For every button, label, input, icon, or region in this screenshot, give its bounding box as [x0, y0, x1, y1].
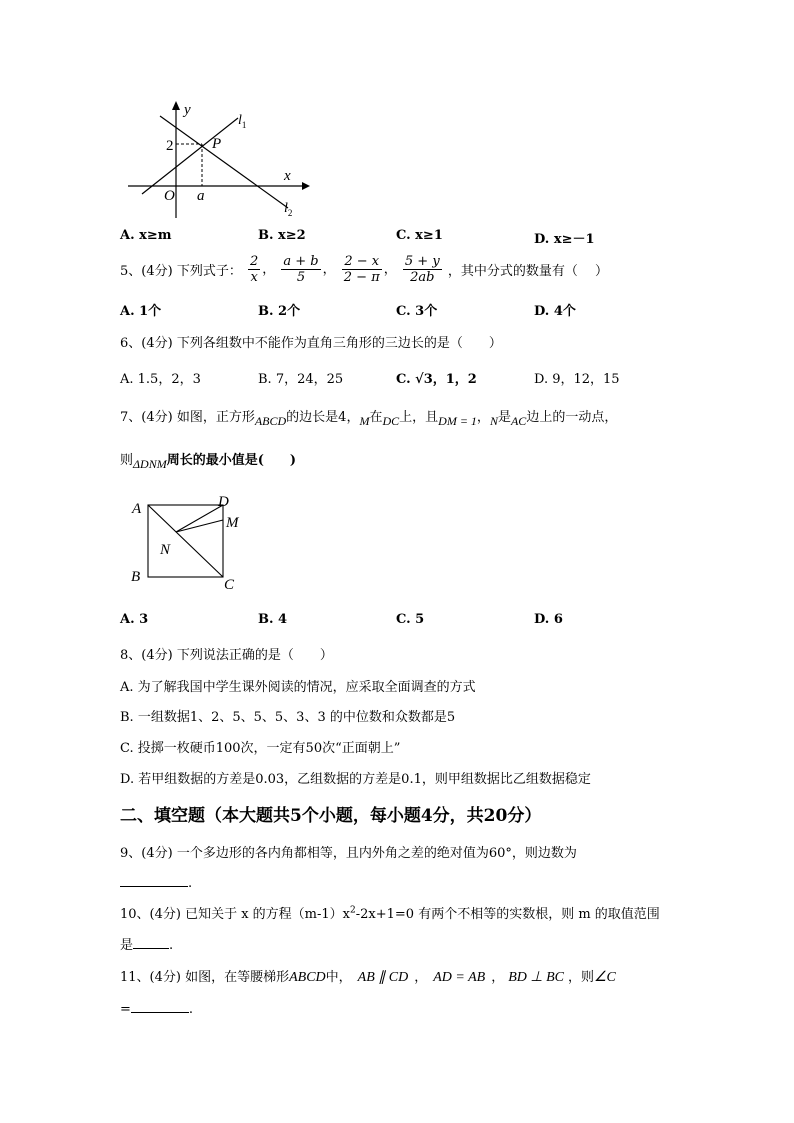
line-l1 — [142, 118, 238, 194]
q9-answer-line: . — [120, 872, 192, 891]
diagonal-ac — [148, 505, 223, 577]
origin-label: O — [164, 188, 175, 204]
q6-option-a: A. 1.5，2，3 — [120, 372, 201, 387]
y-axis-arrow — [172, 101, 180, 110]
q7-stem-line1: 7、(4分) 如图，正方形ABCD的边长是4，M在DC上，且DM = 1，N是AC边上的一动点， — [120, 410, 618, 428]
segment-nd — [176, 505, 223, 532]
q11-blank — [131, 998, 189, 1013]
q5-fraction-3: $\frac{2 - x}{2 - \pi}$ — [343, 254, 380, 285]
q9-blank — [120, 872, 188, 887]
y-axis-label: y — [184, 102, 191, 118]
x-tick-label: a — [197, 188, 205, 204]
q8-option-a: A. 为了解我国中学生课外阅读的情况，应采取全面调查的方式 — [120, 680, 476, 695]
q6-stem: 6、(4分) 下列各组数中不能作为直角三角形的三边长的是（ ） — [120, 336, 502, 351]
q6-option-b: B. 7，24，25 — [258, 372, 344, 387]
point-m-label: M — [226, 515, 239, 531]
q5-option-a: A. 1个 — [120, 304, 162, 319]
q5-fraction-4: $\frac{5 + y}{2ab}$ — [404, 254, 440, 285]
q10-blank — [133, 934, 169, 949]
q5-option-b: B. 2个 — [258, 304, 301, 319]
y-tick-label: 2 — [166, 138, 174, 154]
q4-option-c: C. x≥1 — [396, 228, 443, 243]
vertex-d-label: D — [218, 494, 229, 510]
q7-stem-line2: 则ΔDNM周长的最小值是( ) — [120, 453, 297, 471]
q7-option-c: C. 5 — [396, 612, 425, 627]
q9-stem: 9、(4分) 一个多边形的各内角都相等，且内外角之差的绝对值为60°，则边数为 — [120, 846, 577, 861]
q5-option-c: C. 3个 — [396, 304, 438, 319]
q7-option-d: D. 6 — [534, 612, 563, 627]
q4-option-a: A. x≥m — [120, 228, 172, 243]
segment-nm — [176, 520, 223, 532]
q4-option-d: D. x≥－1 — [534, 232, 595, 247]
q11-answer-line: = . — [120, 998, 193, 1017]
q11-stem: 11、(4分) 如图，在等腰梯形ABCD中， AB ∥ CD ， AD = AB ， BD ⊥ BC ，则∠C — [120, 970, 616, 985]
point-n-label: N — [160, 542, 171, 558]
q8-option-d: D. 若甲组数据的方差是0.03，乙组数据的方差是0.1，则甲组数据比乙组数据稳定 — [120, 772, 591, 787]
q10-stem: 10、(4分) 已知关于 x 的方程$(m-1)x^2-2x+1=0$ 有两个不相等的实数根，则 m 的取值范围 — [120, 905, 660, 922]
section-heading-fill-in: 二、填空题（本大题共5个小题，每小题4分，共20分） — [120, 806, 542, 826]
q5-fraction-2: $\frac{a + b}{5}$ — [283, 254, 319, 285]
vertex-b-label: B — [131, 569, 141, 585]
q8-stem: 8、(4分) 下列说法正确的是（ ） — [120, 648, 333, 663]
l1-label: $l_1$ — [238, 113, 247, 130]
point-p-label: P — [212, 136, 222, 152]
x-axis-arrow — [302, 182, 310, 190]
q6-option-c: C. √3，1，2 — [396, 372, 477, 387]
q7-figure — [128, 492, 248, 592]
vertex-a-label: A — [132, 501, 142, 517]
q8-option-c: C. 投掷一枚硬币100次，一定有50次“正面朝上” — [120, 741, 401, 756]
q5-option-d: D. 4个 — [534, 304, 576, 319]
q5-fraction-1: $\frac{2}{x}$ — [249, 254, 259, 285]
vertex-c-label: C — [224, 577, 235, 592]
q4-option-b: B. x≥2 — [258, 228, 306, 243]
q7-option-b: B. 4 — [258, 612, 288, 627]
q7-option-a: A. 3 — [120, 612, 149, 627]
q10-answer-line: 是 . — [120, 934, 173, 953]
x-axis-label: x — [284, 168, 291, 184]
l2-label: $l_2$ — [284, 201, 293, 218]
q4-figure — [120, 98, 310, 223]
q5-stem: 5、(4分) 下列式子： $\frac{2}{x}$ ， $\frac{a + b}{5}$ ， $\frac{2 - x}{2 - \pi}$ ， $\frac{5 + y}{2ab}$ ，其中分式的数量有（ ） — [120, 254, 608, 285]
q8-option-b: B. 一组数据1、2、5、5、5、3、3 的中位数和众数都是5 — [120, 710, 456, 725]
q6-option-d: D. 9，12，15 — [534, 372, 620, 387]
